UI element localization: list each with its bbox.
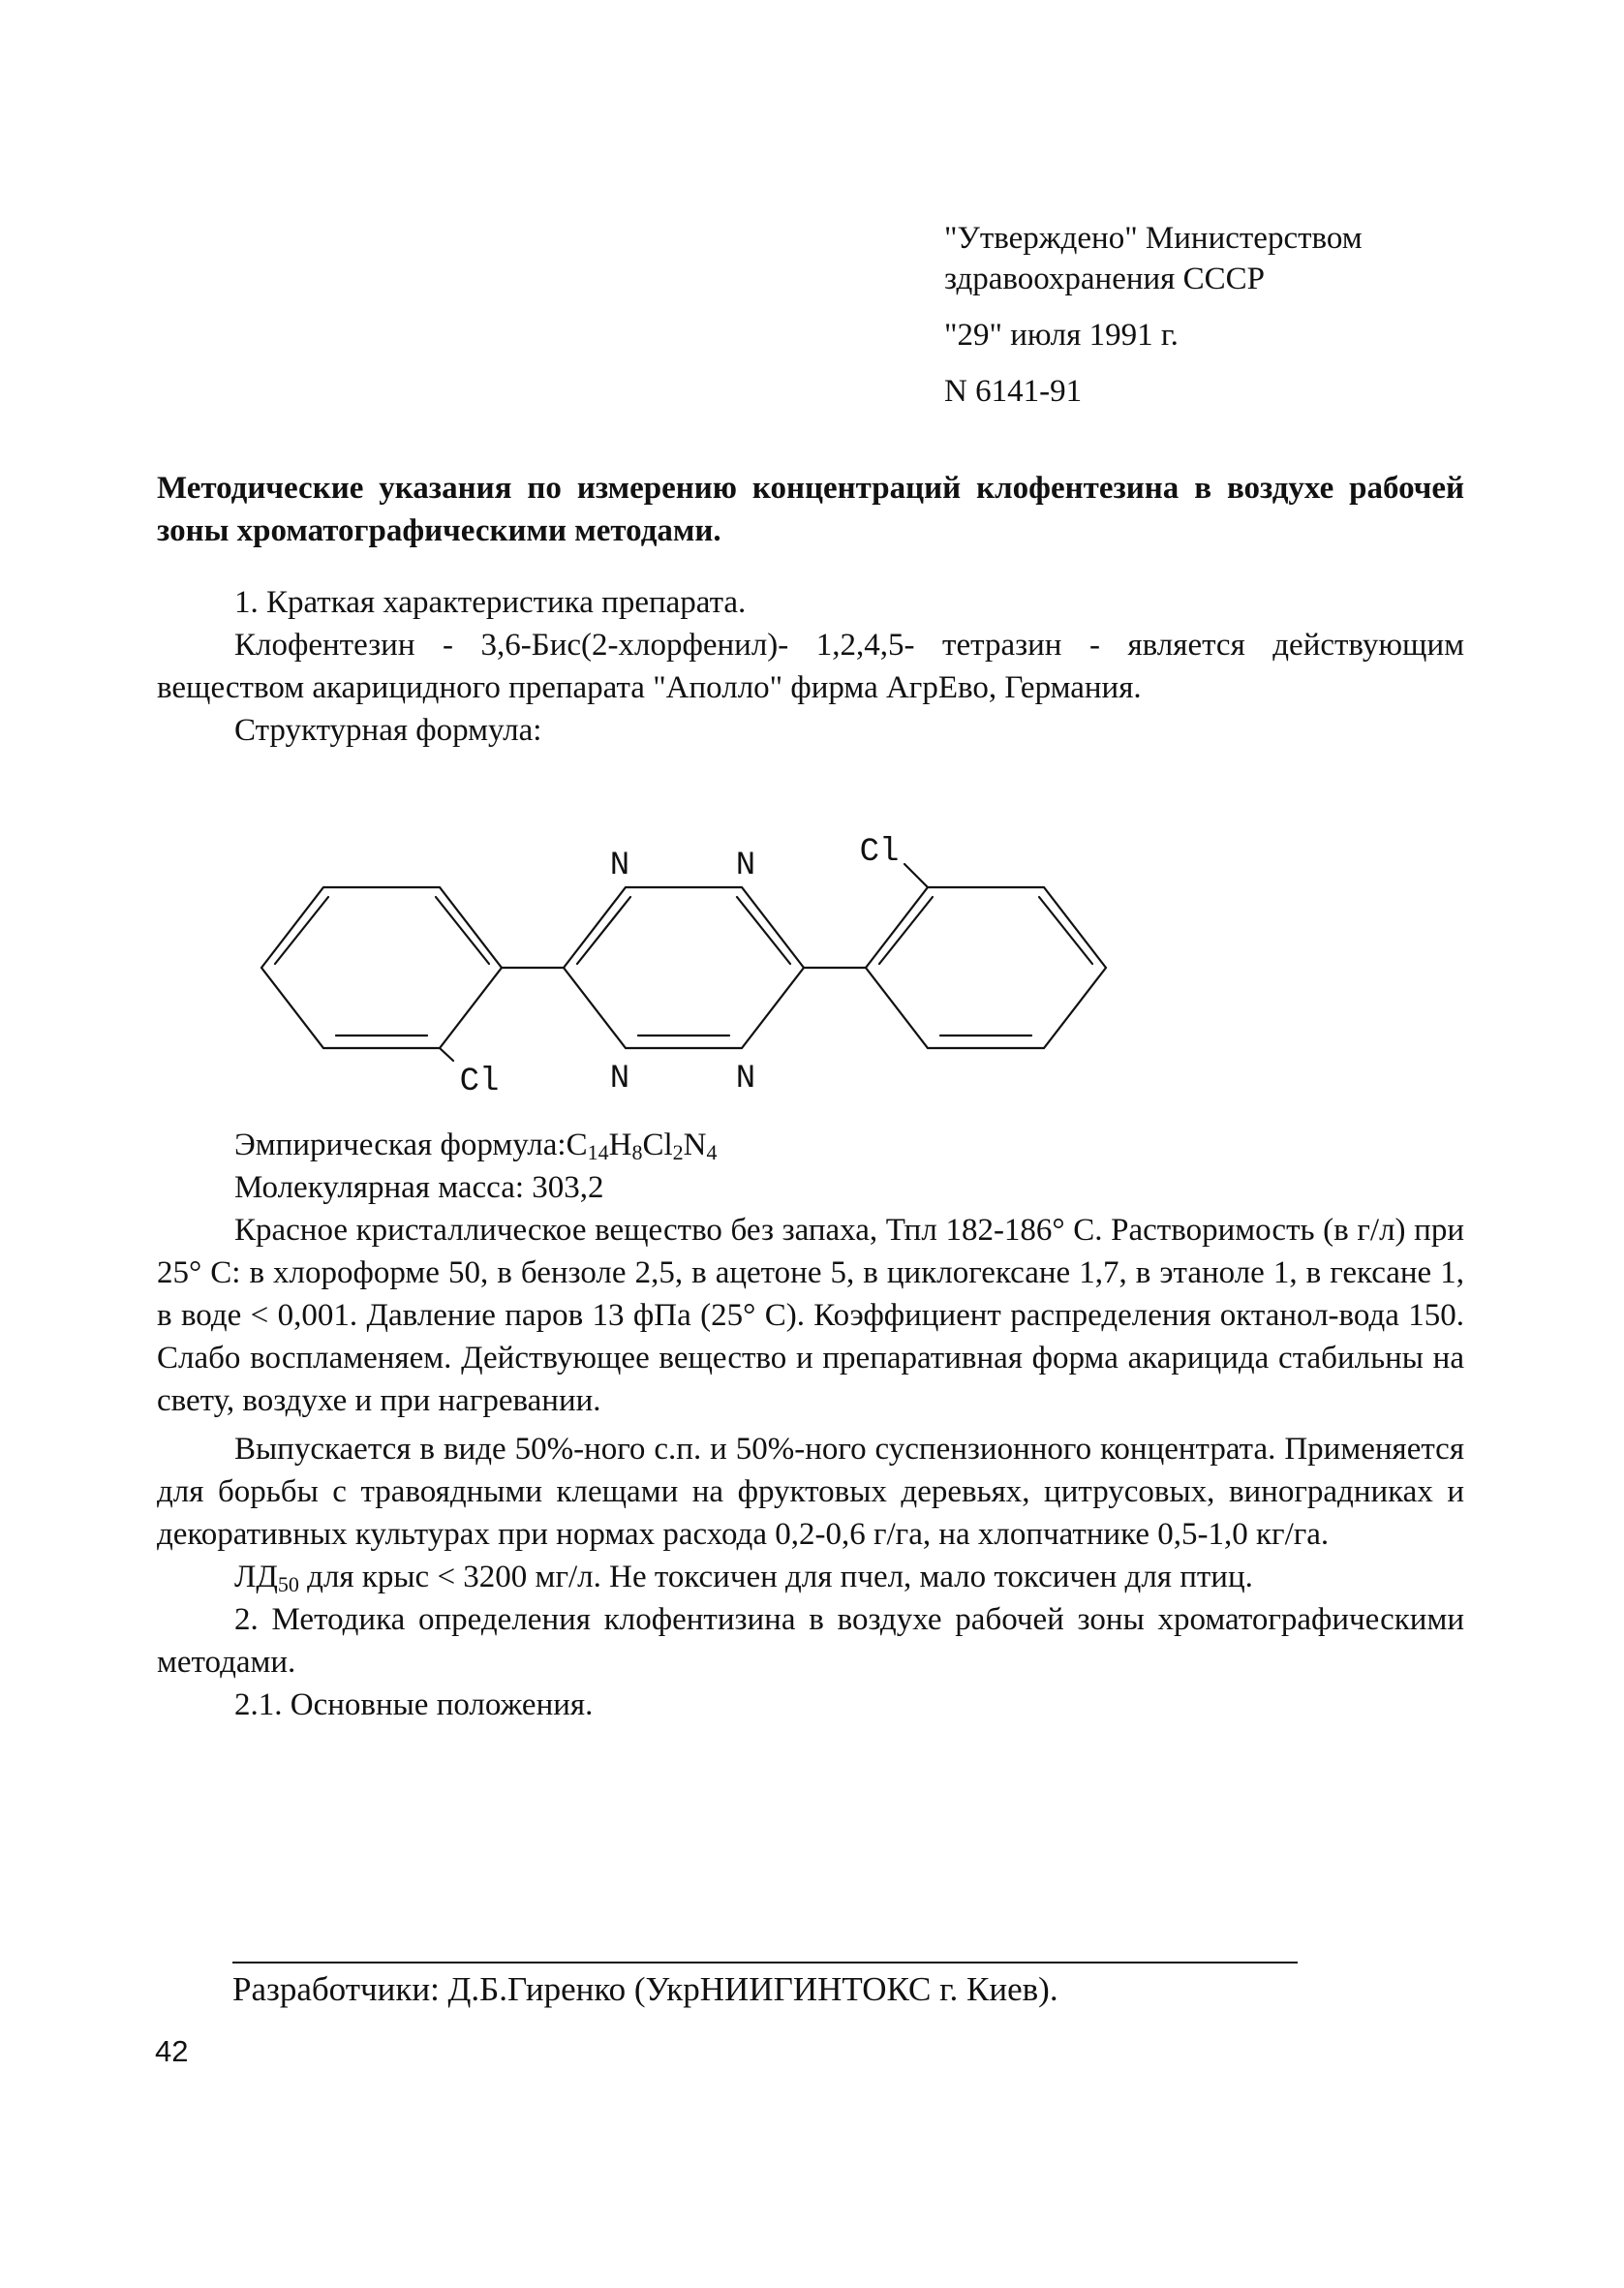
right-ring-double-bond-2	[1039, 897, 1092, 964]
section-1	[157, 581, 1464, 752]
left-ring-double-bond-1	[275, 897, 328, 964]
formula-n-count: 4	[706, 1140, 718, 1164]
formula-h-count: 8	[631, 1140, 643, 1164]
usage-paragraph: Выпускается в виде 50%-ного с.п. и 50%-ного суспензионного концентрата. Применяется для борьбы с травоядными клещами на фруктовых деревьях, цитрусовых, виноградниках и декоративных культурах при нормах расхода 0,2-0,6 г/га, на хлопчатнике 0,5-1,0 кг/га.	[157, 1432, 1464, 1552]
footnote-divider	[232, 1962, 1298, 1963]
atom-n-bottom-left: N	[609, 1061, 630, 1098]
toxicity-line	[157, 1556, 1464, 1598]
developers-note: Разработчики: Д.Б.Гиренко (УкрНИИГИНТОКС г. Киев).	[232, 1970, 1058, 2008]
tetrazine-ring	[564, 887, 804, 1048]
formula-n: N	[683, 1128, 707, 1162]
section-1-intro: Клофентезин - 3,6-Бис(2-хлорфенил)- 1,2,4,5- тетразин - является действующим веществом акарицидного препарата "Аполло" фирма АгрЕво, Германия.	[157, 628, 1464, 705]
physical-properties: Красное кристаллическое вещество без запаха, Тпл 182-186° С. Растворимость (в г/л) при 25° С: в хлороформе 50, в бензоле 2,5, в ацетоне 5, в циклогексане 1,7, в этаноле 1, в гексане 1, в воде < 0,001. Давление паров 13 фПа (25° С). Коэффициент распределения октанол-вода 150. Слабо воспламеняем. Действующее вещество и препаративная форма акарицида стабильны на свету, воздухе и при нагревании.	[157, 1213, 1464, 1418]
section-1-continued	[157, 1124, 1464, 1726]
document-title: Методические указания по измерению концентраций клофентезина в воздухе рабочей зоны хроматографическими методами.	[157, 471, 1464, 548]
formula-cl-count: 2	[672, 1140, 684, 1164]
section-2-heading: 2. Методика определения клофентизина в воздухе рабочей зоны хроматографическими методами.	[157, 1602, 1464, 1680]
cl-bond-top	[904, 864, 928, 887]
atom-cl-bottom: Cl	[459, 1064, 500, 1100]
ld-prefix: ЛД	[234, 1560, 278, 1594]
section-1-heading: 1. Краткая характеристика препарата.	[234, 585, 747, 620]
structural-formula	[157, 823, 1464, 1114]
molecular-mass: Молекулярная масса: 303,2	[234, 1170, 604, 1205]
tetrazine-double-bond-1	[577, 897, 630, 964]
approval-block	[944, 218, 1363, 412]
ld-subscript: 50	[277, 1572, 299, 1596]
structural-formula-label: Структурная формула:	[234, 713, 542, 748]
cl-bond-bottom	[440, 1048, 453, 1061]
left-benzene-ring	[261, 887, 502, 1048]
approval-number: N 6141-91	[944, 374, 1083, 409]
formula-h: H	[608, 1128, 632, 1162]
empirical-formula-label: Эмпирическая формула:	[234, 1128, 567, 1162]
right-ring-double-bond-1	[879, 897, 933, 964]
ld-text: для крыс < 3200 мг/л. Не токсичен для пчел, мало токсичен для птиц.	[298, 1560, 1253, 1594]
approval-line-2: здравоохранения СССР	[944, 262, 1265, 296]
atom-n-bottom-right: N	[735, 1061, 756, 1098]
right-benzene-ring	[866, 887, 1106, 1048]
empirical-formula	[157, 1124, 1464, 1166]
page-number: 42	[155, 2034, 189, 2068]
formula-cl: Cl	[642, 1128, 673, 1162]
formula-c-count: 14	[587, 1140, 609, 1164]
tetrazine-double-bond-2	[737, 897, 790, 964]
atom-n-top-left: N	[609, 848, 630, 884]
approval-date: "29" июля 1991 г.	[944, 318, 1179, 353]
section-2-1-heading: 2.1. Основные положения.	[234, 1687, 594, 1722]
atom-n-top-right: N	[735, 848, 756, 884]
approval-line-1: "Утверждено" Министерством	[944, 221, 1363, 256]
left-ring-double-bond-2	[436, 897, 489, 964]
atom-cl-top: Cl	[859, 834, 900, 871]
formula-c: C	[566, 1128, 588, 1162]
